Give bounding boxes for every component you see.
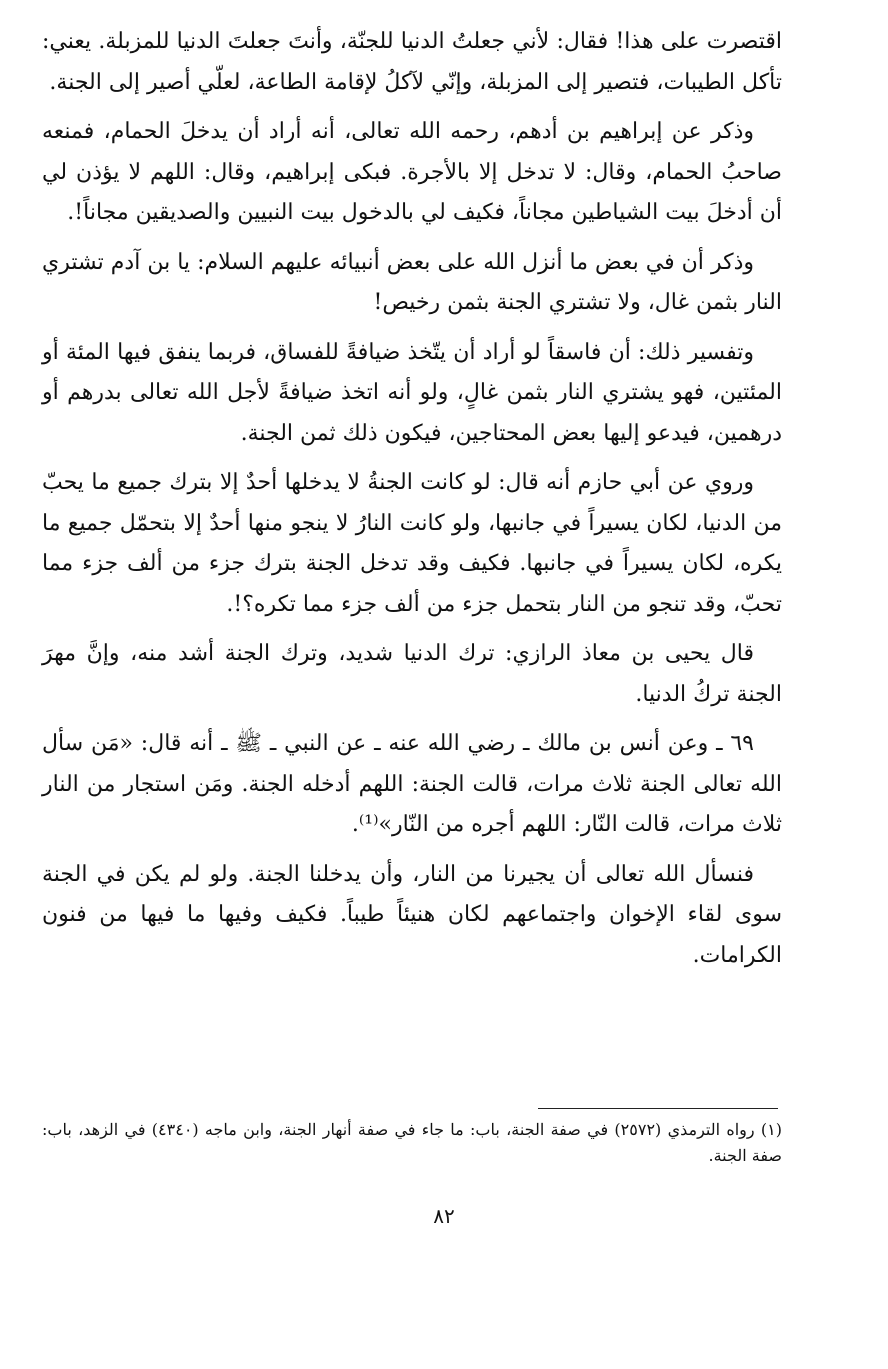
paragraph-hadith-69: ٦٩ ـ وعن أنس بن مالك ـ رضي الله عنه ـ عن النبي ـ ﷺ ـ أنه قال: «مَن سأل الله تعالى الجنة ثلاث مرات، قالت الجنة: اللهم أدخله الجنة. ومَن استجار من النار ثلاث مرات، قالت النّار: اللهم أجره من النّار»⁽¹⁾. <box>42 731 782 837</box>
paragraph-explanation: وتفسير ذلك: أن فاسقاً لو أراد أن يتّخذ ضيافةً للفساق، فربما ينفق فيها المئة أو المئتين، فهو يشتري النار بثمن غالٍ، ولو أنه اتخذ ضيافةً لأجل الله تعالى بدرهم أو درهمين، فيدعو إليها بعض المحتاجين، فيكون ذلك ثمن الجنة. <box>42 339 782 446</box>
paragraph-revelation: وذكر أن في بعض ما أنزل الله على بعض أنبيائه عليهم السلام: يا بن آدم تشتري النار بثمن غال، ولا تشتري الجنة بثمن رخيص! <box>42 249 782 315</box>
main-text <box>42 22 782 985</box>
page-number: ٨٢ <box>433 1204 455 1228</box>
paragraph-yahya-bin-muadh: قال يحيى بن معاذ الرازي: ترك الدنيا شديد، وترك الجنة أشد منه، وإنَّ مهرَ الجنة تركُ الدنيا. <box>42 641 782 707</box>
footnote-divider <box>538 1108 778 1109</box>
paragraph-closing-prayer: فنسأل الله تعالى أن يجيرنا من النار، وأن يدخلنا الجنة. ولو لم يكن في الجنة سوى لقاء الإخوان واجتماعهم لكان هنيئاً طيباً. فكيف وفيها ما فيها من فنون الكرامات. <box>42 861 782 968</box>
paragraph-abu-hazim: وروي عن أبي حازم أنه قال: لو كانت الجنةُ لا يدخلها أحدٌ إلا بترك جميع ما يحبّ من الدنيا، لكان يسيراً في جانبها، ولو كانت النارُ لا ينجو منها أحدٌ إلا بتحمّل جميع ما يكره، لكان يسيراً في جانبها. فكيف وقد تدخل الجنة بترك جزء من ألف جزء مما تحبّ، وقد تنجو من النار بتحمل جزء من ألف جزء مما تكره؟!. <box>42 470 782 617</box>
paragraph-ibrahim-bin-adham: وذكر عن إبراهيم بن أدهم، رحمه الله تعالى، أنه أراد أن يدخلَ الحمام، فمنعه صاحبُ الحمام، وقال: لا تدخل إلا بالأجرة. فبكى إبراهيم، وقال: اللهم لا يؤذن لي أن أدخلَ بيت الشياطين مجاناً، فكيف لي بالدخول بيت النبيين والصديقين مجاناً!. <box>42 119 782 225</box>
footnote: (١) رواه الترمذي (٢٥٧٢) في صفة الجنة، باب: ما جاء في صفة أنهار الجنة، وابن ماجه (٤٣٤٠) في الزهد، باب: صفة الجنة. <box>42 1120 782 1165</box>
paragraph-continuation: اقتصرت على هذا! فقال: لأني جعلتُ الدنيا للجنّة، وأنتَ جعلتَ الدنيا للمزبلة. يعني: تأكل الطيبات، فتصير إلى المزبلة، وإنّي لآكلُ لإقامة الطاعة، لعلّي أصير إلى الجنة. <box>42 29 782 95</box>
